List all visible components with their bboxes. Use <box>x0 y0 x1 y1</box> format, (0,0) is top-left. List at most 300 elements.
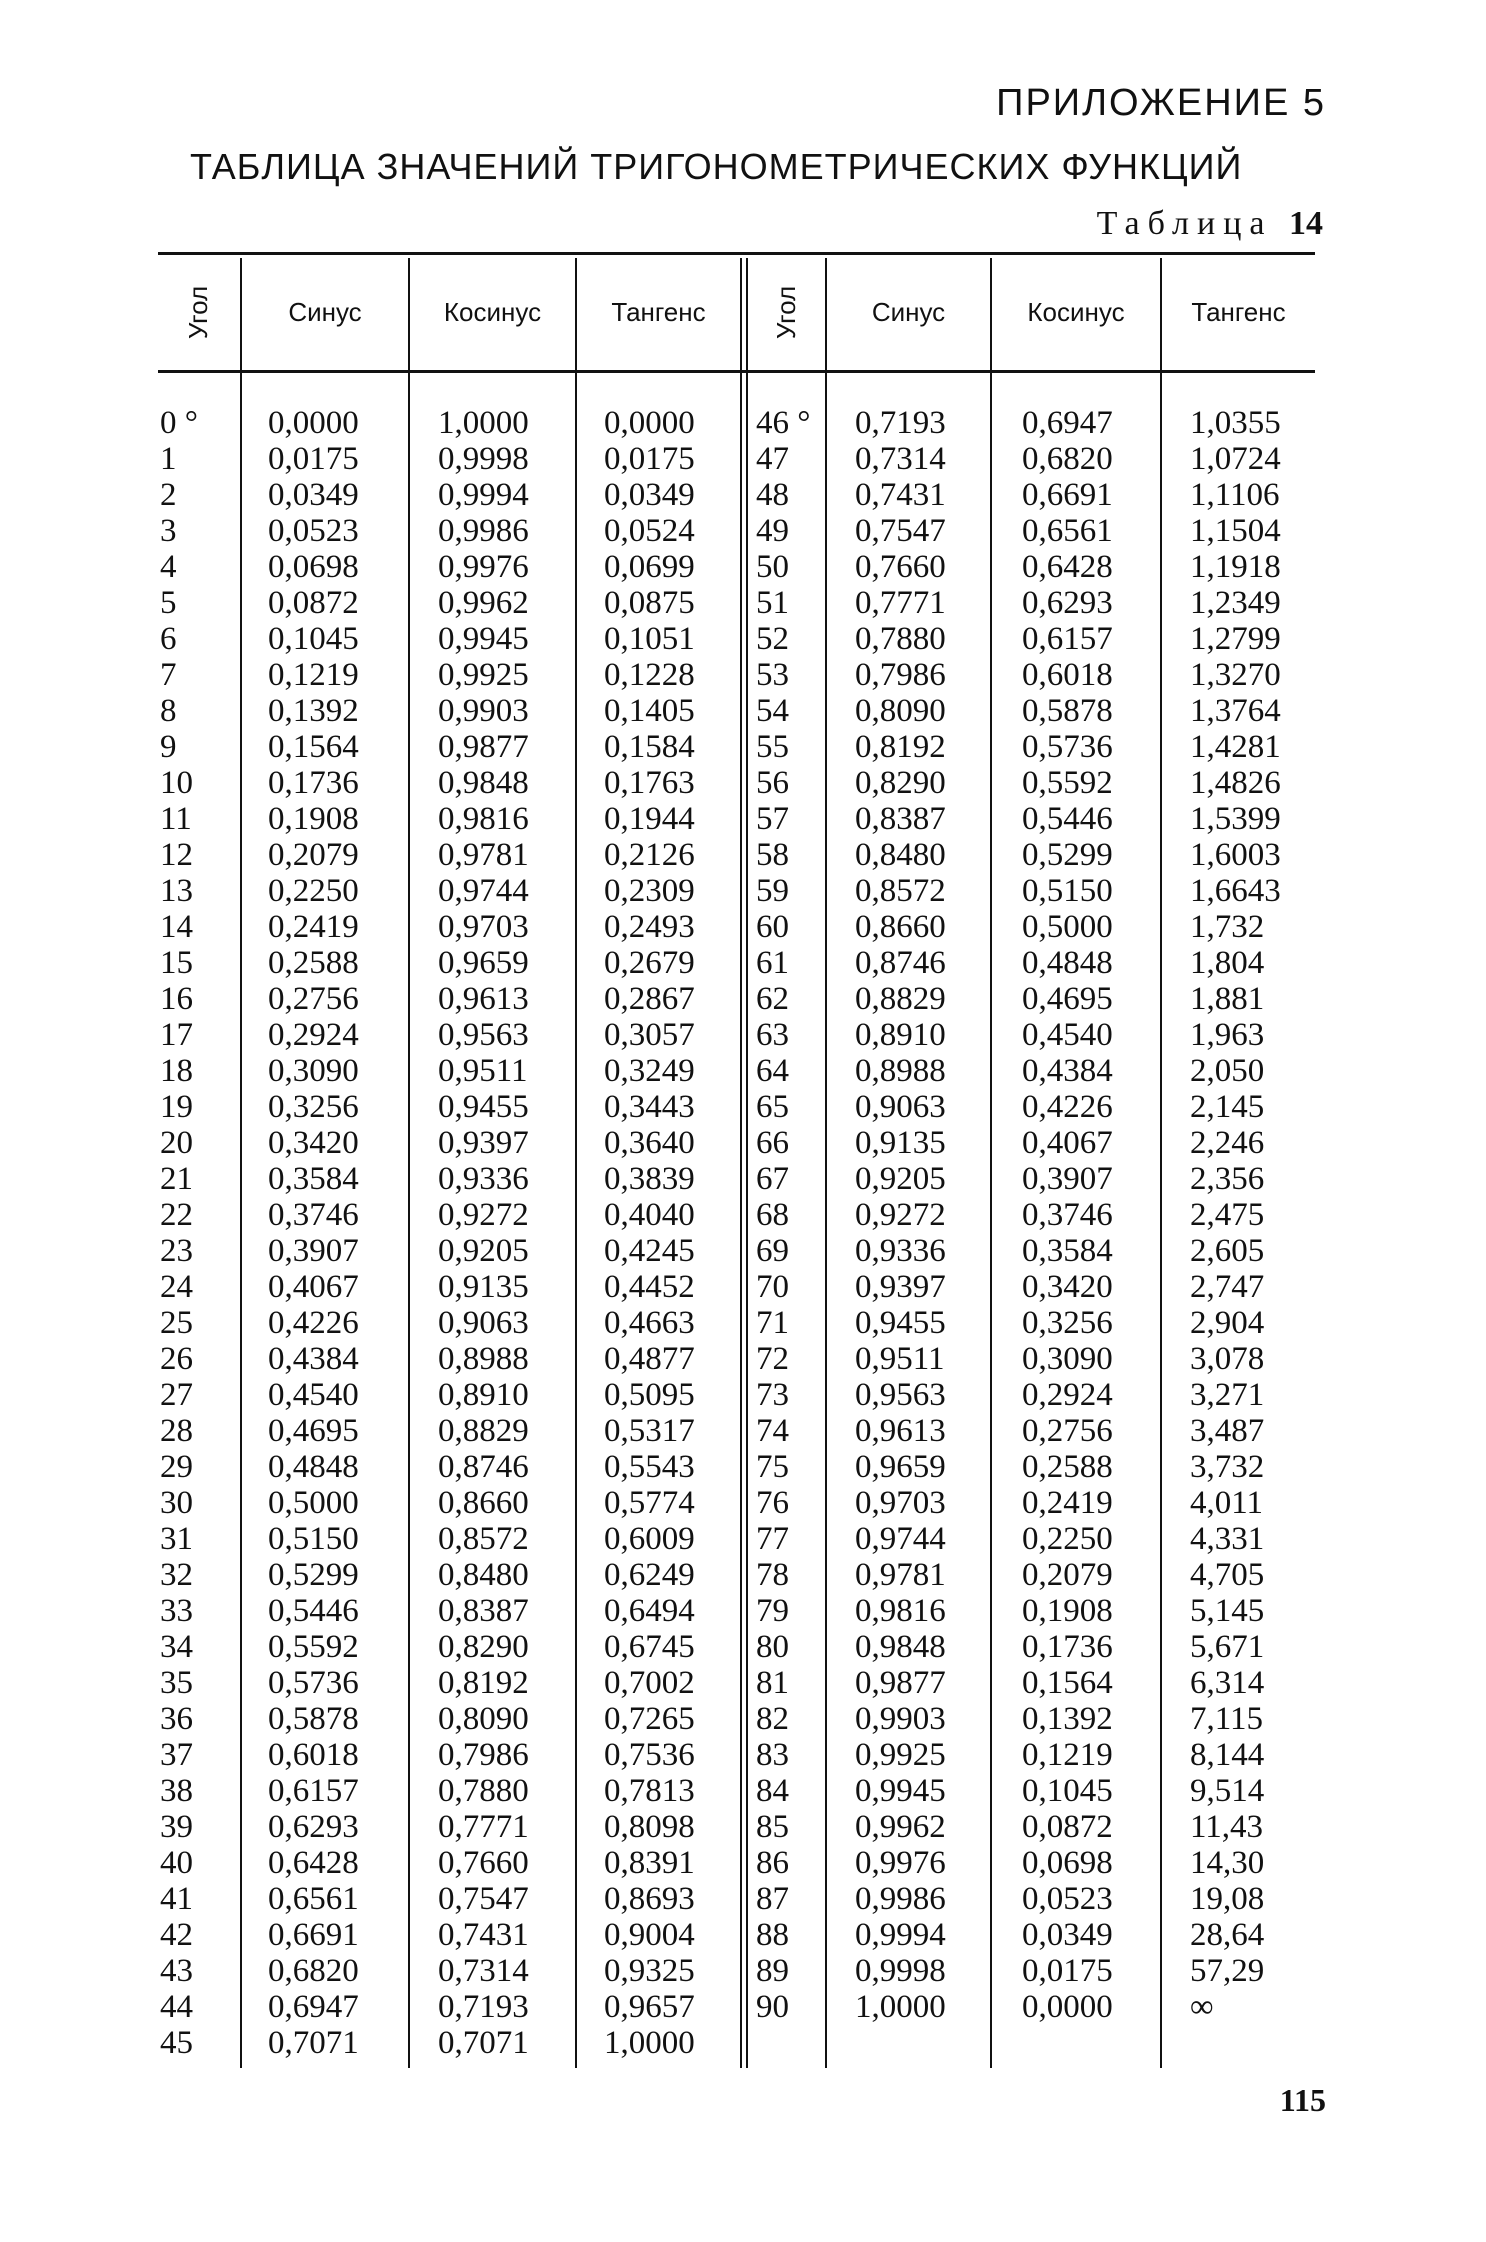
table-cell: 1,3270 <box>1190 657 1281 693</box>
table-cell: 0,2867 <box>604 981 695 1017</box>
table-cell: 0,8290 <box>438 1629 529 1665</box>
table-cell: 36 <box>160 1701 193 1737</box>
table-cell: 0,6561 <box>268 1881 359 1917</box>
table-cell: 0,5150 <box>268 1521 359 1557</box>
table-cell: 0,7431 <box>438 1917 529 1953</box>
col-divider-6 <box>990 258 992 2068</box>
table-cell: 0,7880 <box>438 1773 529 1809</box>
table-cell: 8,144 <box>1190 1737 1265 1773</box>
table-cell: 4,705 <box>1190 1557 1265 1593</box>
table-cell: 0,1736 <box>1022 1629 1113 1665</box>
table-cell: 0,3746 <box>1022 1197 1113 1233</box>
table-cell: 45 <box>160 2025 193 2061</box>
table-cell: 0,2924 <box>1022 1377 1113 1413</box>
table-cell: 0,5299 <box>268 1557 359 1593</box>
table-cell: 12 <box>160 837 193 873</box>
table-cell: 0,0175 <box>604 441 695 477</box>
table-cell: 0,7265 <box>604 1701 695 1737</box>
table-cell: 0,8910 <box>855 1017 946 1053</box>
table-cell: 2,475 <box>1190 1197 1265 1233</box>
table-cell: 0,9994 <box>438 477 529 513</box>
table-cell: 0,9511 <box>855 1341 945 1377</box>
table-cell: 88 <box>756 1917 789 1953</box>
appendix-label: ПРИЛОЖЕНИЕ 5 <box>996 82 1326 124</box>
table-cell: 0,4695 <box>1022 981 1113 1017</box>
table-cell: 0,0699 <box>604 549 695 585</box>
table-cell: 0,8387 <box>438 1593 529 1629</box>
table-cell: 0,5299 <box>1022 837 1113 873</box>
table-cell: 0,9903 <box>438 693 529 729</box>
table-cell: 0,7193 <box>855 405 946 441</box>
table-cell: 0,9659 <box>855 1449 946 1485</box>
table-cell: 9,514 <box>1190 1773 1265 1809</box>
table-cell: 11,43 <box>1190 1809 1264 1845</box>
table-cell: 81 <box>756 1665 789 1701</box>
column-angle-left <box>160 405 198 2061</box>
table-cell: 6 <box>160 621 177 657</box>
table-cell: 0,9397 <box>855 1269 946 1305</box>
table-cell: 0,9511 <box>438 1053 528 1089</box>
table-cell: 0,7771 <box>855 585 946 621</box>
table-cell: 10 <box>160 765 193 801</box>
table-cell: 0,9063 <box>438 1305 529 1341</box>
table-cell: 0,8693 <box>604 1881 695 1917</box>
table-cell: 84 <box>756 1773 789 1809</box>
table-cell: 0,9455 <box>438 1089 529 1125</box>
table-cell: 18 <box>160 1053 193 1089</box>
table-cell: 0,2756 <box>268 981 359 1017</box>
table-cell: 0,1045 <box>268 621 359 657</box>
table-cell: 0,3249 <box>604 1053 695 1089</box>
table-cell: 0,1405 <box>604 693 695 729</box>
table-cell: 0,6428 <box>1022 549 1113 585</box>
table-cell: 0,7536 <box>604 1737 695 1773</box>
table-cell: 0,3907 <box>1022 1161 1113 1197</box>
table-cell: 0,3584 <box>1022 1233 1113 1269</box>
column-sine-left <box>268 405 359 2061</box>
table-cell: 72 <box>756 1341 789 1377</box>
table-cell: 63 <box>756 1017 789 1053</box>
table-cell: 0,3420 <box>1022 1269 1113 1305</box>
table-cell: 30 <box>160 1485 193 1521</box>
table-cell: 0,8910 <box>438 1377 529 1413</box>
table-cell: 0,4848 <box>268 1449 359 1485</box>
table-cell: 0,9205 <box>438 1233 529 1269</box>
table-cell: 0,1736 <box>268 765 359 801</box>
table-cell: 0,5878 <box>1022 693 1113 729</box>
table-cell: 0,4226 <box>1022 1089 1113 1125</box>
table-cell: 0,7431 <box>855 477 946 513</box>
table-cell: 0,0000 <box>268 405 359 441</box>
table-cell: 0,8098 <box>604 1809 695 1845</box>
table-cell: 55 <box>756 729 789 765</box>
table-cell: 74 <box>756 1413 789 1449</box>
table-cell: 27 <box>160 1377 193 1413</box>
table-cell: 66 <box>756 1125 789 1161</box>
table-cell: 0,7771 <box>438 1809 529 1845</box>
table-cell: 0,0698 <box>268 549 359 585</box>
table-cell: 0,9563 <box>438 1017 529 1053</box>
table-cell: 0,2679 <box>604 945 695 981</box>
table-cell: 0,4848 <box>1022 945 1113 981</box>
table-cell: 0,5592 <box>1022 765 1113 801</box>
table-cell: 0,0349 <box>268 477 359 513</box>
table-cell: 75 <box>756 1449 789 1485</box>
table-cell: 0,9135 <box>438 1269 529 1305</box>
table-cell: 0 ° <box>160 405 198 441</box>
table-cell: 0,9962 <box>438 585 529 621</box>
table-cell: 0,6428 <box>268 1845 359 1881</box>
header-cosine-left: Косинус <box>443 296 542 327</box>
table-cell: 0,2309 <box>604 873 695 909</box>
table-cell: 67 <box>756 1161 789 1197</box>
table-cell: 0,5774 <box>604 1485 695 1521</box>
table-cell: 0,0175 <box>1022 1953 1113 1989</box>
table-cell: 0,7002 <box>604 1665 695 1701</box>
table-cell: 57 <box>756 801 789 837</box>
table-cell: 0,5543 <box>604 1449 695 1485</box>
table-cell: 0,9613 <box>855 1413 946 1449</box>
page-number: 115 <box>1279 2082 1326 2118</box>
col-divider-2 <box>408 258 410 2068</box>
table-cell: 0,7660 <box>855 549 946 585</box>
column-cosine-left <box>438 405 529 2061</box>
table-cell: 0,9986 <box>855 1881 946 1917</box>
table-cell: 1,881 <box>1190 981 1265 1017</box>
table-cell: 0,3256 <box>1022 1305 1113 1341</box>
table-cell: 0,0524 <box>604 513 695 549</box>
table-cell: 0,3090 <box>1022 1341 1113 1377</box>
table-cell: 0,4226 <box>268 1305 359 1341</box>
table-cell: 1,963 <box>1190 1017 1265 1053</box>
table-cell: 1,804 <box>1190 945 1265 981</box>
table-cell: 0,9135 <box>855 1125 946 1161</box>
table-cell: 0,5446 <box>1022 801 1113 837</box>
table-cell: 0,8660 <box>438 1485 529 1521</box>
table-cell: 1,0355 <box>1190 405 1281 441</box>
table-cell: 0,5150 <box>1022 873 1113 909</box>
table-cell: 1,0000 <box>604 2025 695 2061</box>
col-divider-5 <box>825 258 827 2068</box>
table-cell: 69 <box>756 1233 789 1269</box>
table-cell: 49 <box>756 513 789 549</box>
header-angle-label: Угол <box>770 285 801 339</box>
table-cell: 0,6561 <box>1022 513 1113 549</box>
table-cell: 0,5736 <box>268 1665 359 1701</box>
table-cell: 0,3420 <box>268 1125 359 1161</box>
table-cell: 0,5000 <box>1022 909 1113 945</box>
table-label: Таблица <box>1096 205 1273 242</box>
table-cell: 25 <box>160 1305 193 1341</box>
table-cell: 0,7193 <box>438 1989 529 2025</box>
table-cell: 0,9781 <box>438 837 529 873</box>
table-cell: 0,9744 <box>438 873 529 909</box>
table-cell: 7,115 <box>1190 1701 1264 1737</box>
table-cell: 57,29 <box>1190 1953 1265 1989</box>
table-cell: 0,8572 <box>855 873 946 909</box>
table-cell: 62 <box>756 981 789 1017</box>
table-cell: 0,7314 <box>855 441 946 477</box>
table-cell: 0,1584 <box>604 729 695 765</box>
table-cell: 38 <box>160 1773 193 1809</box>
table-cell: 22 <box>160 1197 193 1233</box>
table-cell: 1,0000 <box>438 405 529 441</box>
table-cell: 0,9998 <box>855 1953 946 1989</box>
table-cell: 0,9816 <box>855 1593 946 1629</box>
table-cell: 0,9976 <box>855 1845 946 1881</box>
column-cosine-right <box>1022 405 1113 2025</box>
table-cell: 43 <box>160 1953 193 1989</box>
table-cell: 56 <box>756 765 789 801</box>
table-cell: 76 <box>756 1485 789 1521</box>
table-cell: 0,2079 <box>1022 1557 1113 1593</box>
table-cell: 0,5095 <box>604 1377 695 1413</box>
table-cell: 35 <box>160 1665 193 1701</box>
table-cell: 89 <box>756 1953 789 1989</box>
table-cell: 0,3907 <box>268 1233 359 1269</box>
table-cell: 3,271 <box>1190 1377 1265 1413</box>
column-sine-right <box>855 405 946 2025</box>
table-cell: 0,3090 <box>268 1053 359 1089</box>
table-cell: 0,9744 <box>855 1521 946 1557</box>
table-cell: 0,6820 <box>1022 441 1113 477</box>
table-cell: 70 <box>756 1269 789 1305</box>
table-cell: 0,7071 <box>438 2025 529 2061</box>
table-cell: 2,145 <box>1190 1089 1265 1125</box>
table-cell: 0,7813 <box>604 1773 695 1809</box>
table-cell: 0,4877 <box>604 1341 695 1377</box>
table-cell: 0,9703 <box>855 1485 946 1521</box>
table-cell: 48 <box>756 477 789 513</box>
table-cell: 1 <box>160 441 177 477</box>
table-cell: 39 <box>160 1809 193 1845</box>
table-cell: 1,5399 <box>1190 801 1281 837</box>
table-cell: 0,0872 <box>1022 1809 1113 1845</box>
table-cell: 28,64 <box>1190 1917 1265 1953</box>
table-cell: 0,9994 <box>855 1917 946 1953</box>
table-cell: 1,3764 <box>1190 693 1281 729</box>
table-cell: 0,9976 <box>438 549 529 585</box>
table-cell: 0,2126 <box>604 837 695 873</box>
table-cell: 58 <box>756 837 789 873</box>
header-tangent-right: Тангенс <box>1191 296 1286 327</box>
table-cell: 0,6691 <box>268 1917 359 1953</box>
table-cell: 19,08 <box>1190 1881 1265 1917</box>
table-cell: 0,8572 <box>438 1521 529 1557</box>
table-cell: 26 <box>160 1341 193 1377</box>
table-cell: 0,8988 <box>438 1341 529 1377</box>
table-cell: 1,6003 <box>1190 837 1281 873</box>
table-cell: 0,3839 <box>604 1161 695 1197</box>
table-cell: 0,2250 <box>268 873 359 909</box>
table-cell: 3,487 <box>1190 1413 1265 1449</box>
table-cell: 14,30 <box>1190 1845 1265 1881</box>
table-cell: 1,4826 <box>1190 765 1281 801</box>
table-cell: 0,2588 <box>1022 1449 1113 1485</box>
table-cell: 52 <box>756 621 789 657</box>
table-cell: 0,9455 <box>855 1305 946 1341</box>
table-cell: 0,4384 <box>268 1341 359 1377</box>
table-cell: 1,4281 <box>1190 729 1281 765</box>
table-cell: 0,4695 <box>268 1413 359 1449</box>
header-tangent-left: Тангенс <box>611 296 706 327</box>
table-cell: 61 <box>756 945 789 981</box>
table-cell: 0,9563 <box>855 1377 946 1413</box>
table-cell: 0,7986 <box>438 1737 529 1773</box>
table-cell: 0,6691 <box>1022 477 1113 513</box>
table-cell: 0,5317 <box>604 1413 695 1449</box>
table-cell: 0,8387 <box>855 801 946 837</box>
table-cell: 46 ° <box>756 405 811 441</box>
table-cell: 2,050 <box>1190 1053 1265 1089</box>
table-cell: 0,3256 <box>268 1089 359 1125</box>
table-cell: 77 <box>756 1521 789 1557</box>
table-cell: 0,7880 <box>855 621 946 657</box>
table-cell: 0,1763 <box>604 765 695 801</box>
table-cell: 0,9325 <box>604 1953 695 1989</box>
table-cell: 1,1106 <box>1190 477 1280 513</box>
table-cell: 0,4067 <box>268 1269 359 1305</box>
table-cell: 0,7547 <box>855 513 946 549</box>
table-cell: 0,4040 <box>604 1197 695 1233</box>
table-cell: 54 <box>756 693 789 729</box>
table-cell: 0,0523 <box>1022 1881 1113 1917</box>
table-cell: 5,671 <box>1190 1629 1265 1665</box>
table-cell: 4 <box>160 549 177 585</box>
table-cell: 0,0875 <box>604 585 695 621</box>
table-cell: 1,0724 <box>1190 441 1281 477</box>
header-angle-left <box>158 262 240 362</box>
table-cell: 0,9659 <box>438 945 529 981</box>
table-cell: 0,3746 <box>268 1197 359 1233</box>
table-cell: 0,9397 <box>438 1125 529 1161</box>
table-cell: 0,2079 <box>268 837 359 873</box>
table-cell: 40 <box>160 1845 193 1881</box>
table-cell: 0,2924 <box>268 1017 359 1053</box>
table-cell: 0,8192 <box>855 729 946 765</box>
table-cell: 0,9272 <box>438 1197 529 1233</box>
table-cell: 0,9657 <box>604 1989 695 2025</box>
table-cell: 0,9945 <box>438 621 529 657</box>
table-cell: 5,145 <box>1190 1593 1265 1629</box>
table-cell: 0,4245 <box>604 1233 695 1269</box>
table-cell: 21 <box>160 1161 193 1197</box>
table-cell: 0,1219 <box>1022 1737 1113 1773</box>
table-cell: 0,5592 <box>268 1629 359 1665</box>
table-cell: 0,2493 <box>604 909 695 945</box>
table-cell: 0,8391 <box>604 1845 695 1881</box>
table-cell: 44 <box>160 1989 193 2025</box>
table-cell: 0,9998 <box>438 441 529 477</box>
table-cell: 0,4540 <box>268 1377 359 1413</box>
table-cell: 41 <box>160 1881 193 1917</box>
table-cell: 0,8829 <box>855 981 946 1017</box>
table-cell: 85 <box>756 1809 789 1845</box>
table-cell: 0,0000 <box>604 405 695 441</box>
table-cell: 79 <box>756 1593 789 1629</box>
table-cell: 32 <box>160 1557 193 1593</box>
col-divider-3 <box>575 258 577 2068</box>
table-cell: 0,1564 <box>1022 1665 1113 1701</box>
header-cosine-right: Косинус <box>1027 296 1125 327</box>
table-cell: 0,6018 <box>1022 657 1113 693</box>
table-cell: 0,1392 <box>268 693 359 729</box>
header-rule <box>158 370 1315 373</box>
table-cell: 0,6018 <box>268 1737 359 1773</box>
table-cell: 68 <box>756 1197 789 1233</box>
table-number: 14 <box>1289 205 1323 242</box>
table-cell: 73 <box>756 1377 789 1413</box>
table-cell: 0,9945 <box>855 1773 946 1809</box>
column-tangent-right <box>1190 405 1281 2025</box>
table-cell: 17 <box>160 1017 193 1053</box>
table-cell: 0,0523 <box>268 513 359 549</box>
table-cell: 28 <box>160 1413 193 1449</box>
table-cell: 1,732 <box>1190 909 1265 945</box>
table-cell: 1,2799 <box>1190 621 1281 657</box>
table-cell: 0,5878 <box>268 1701 359 1737</box>
table-cell: 0,8988 <box>855 1053 946 1089</box>
table-cell: 0,4384 <box>1022 1053 1113 1089</box>
table-cell: 20 <box>160 1125 193 1161</box>
table-cell: 0,9816 <box>438 801 529 837</box>
table-cell: 0,6157 <box>1022 621 1113 657</box>
table-cell: 0,8746 <box>855 945 946 981</box>
table-cell: 0,9613 <box>438 981 529 1017</box>
header-angle-right <box>748 262 825 362</box>
table-cell: 4,011 <box>1190 1485 1264 1521</box>
table-cell: 0,9781 <box>855 1557 946 1593</box>
table-cell: 0,8192 <box>438 1665 529 1701</box>
table-cell: 1,2349 <box>1190 585 1281 621</box>
table-cell: 16 <box>160 981 193 1017</box>
table-cell: 0,6157 <box>268 1773 359 1809</box>
table-cell: 0,1908 <box>268 801 359 837</box>
table-cell: 8 <box>160 693 177 729</box>
table-cell: 15 <box>160 945 193 981</box>
table-cell: 64 <box>756 1053 789 1089</box>
table-cell: 0,6947 <box>268 1989 359 2025</box>
table-cell: 24 <box>160 1269 193 1305</box>
table-cell: 0,3584 <box>268 1161 359 1197</box>
table-cell: 2,356 <box>1190 1161 1265 1197</box>
table-cell: 0,9205 <box>855 1161 946 1197</box>
table-cell: 0,9903 <box>855 1701 946 1737</box>
table-cell: 0,9336 <box>438 1161 529 1197</box>
table-cell: 47 <box>756 441 789 477</box>
header-angle-label: Угол <box>183 285 214 339</box>
table-cell: 0,7547 <box>438 1881 529 1917</box>
table-cell: 0,6820 <box>268 1953 359 1989</box>
table-cell: 0,1908 <box>1022 1593 1113 1629</box>
table-cell: 1,6643 <box>1190 873 1281 909</box>
table-cell: 2,747 <box>1190 1269 1265 1305</box>
table-cell: 3 <box>160 513 177 549</box>
table-cell: ∞ <box>1190 1989 1214 2025</box>
table-cell: 65 <box>756 1089 789 1125</box>
table-cell: 0,1392 <box>1022 1701 1113 1737</box>
table-cell: 0,9925 <box>438 657 529 693</box>
table-cell: 0,8290 <box>855 765 946 801</box>
table-cell: 0,2419 <box>1022 1485 1113 1521</box>
table-cell: 19 <box>160 1089 193 1125</box>
table-cell: 0,6745 <box>604 1629 695 1665</box>
table-cell: 11 <box>160 801 192 837</box>
table-cell: 0,9962 <box>855 1809 946 1845</box>
table-cell: 1,1918 <box>1190 549 1281 585</box>
table-cell: 2,605 <box>1190 1233 1265 1269</box>
table-cell: 0,9986 <box>438 513 529 549</box>
